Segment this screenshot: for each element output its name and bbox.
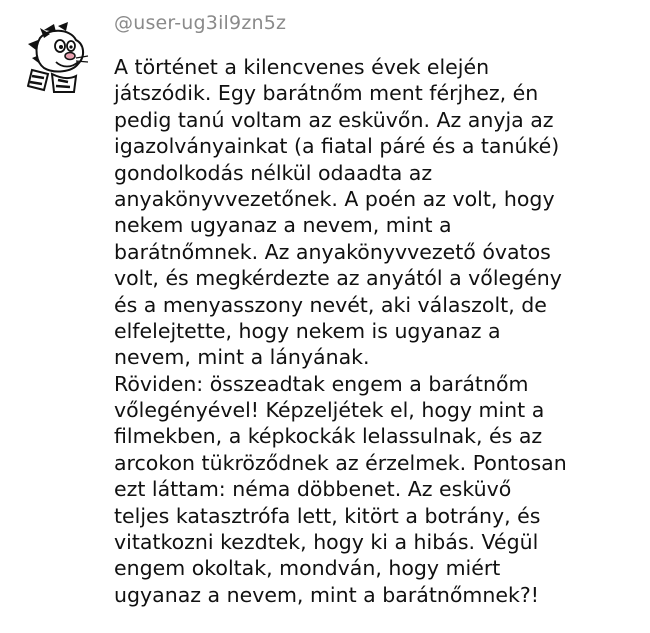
user-avatar[interactable] (14, 14, 98, 98)
comment-line: és a menyasszony nevét, aki válaszolt, de (114, 292, 547, 317)
comment-line: igazolványainkat (a fiatal páré és a tanúké) (114, 134, 560, 159)
comment-line: Röviden: összeadtak engem a barátnőm (114, 371, 529, 396)
comment-line: volt, és megkérdezte az anyától a vőlegény (114, 266, 562, 291)
tigger-cartoon-avatar-icon (14, 14, 98, 98)
comment-line: nekem ugyanaz a nevem, mint a (114, 213, 452, 238)
comment-body (114, 54, 639, 608)
comment-line: A történet a kilencvenes évek elején (114, 55, 490, 79)
comment-line: ugyanaz a nevem, mint a barátnőmnek?! (114, 582, 539, 607)
comment-line: engem okoltak, mondván, hogy miért (114, 556, 501, 581)
comment-line: anyakönyvvezetőnek. A poén az volt, hogy (114, 186, 555, 211)
comment-line: vitatkozni kezdtek, hogy ki a hibás. Végül (114, 530, 539, 555)
comment-line: arcokon tükröződnek az érzelmek. Pontosan (114, 450, 567, 475)
comment-line: ezt láttam: néma döbbenet. Az esküvő (114, 477, 512, 502)
comment-line: nevem, mint a lányának. (114, 345, 370, 370)
comment-line: barátnőmnek. Az anyakönyvvezető óvatos (114, 239, 551, 264)
username[interactable]: @user-ug3il9zn5z (114, 12, 287, 34)
comment-line: elfelejtette, hogy nekem is ugyanaz a (114, 318, 501, 343)
comment-line: pedig tanú voltam az esküvőn. Az anyja az (114, 107, 554, 132)
comment-line: teljes katasztrófa lett, kitört a botrány, és (114, 503, 541, 528)
comment-line: vőlegényével! Képzeljétek el, hogy mint a (114, 398, 545, 423)
comment-line: játszódik. Egy barátnőm ment férjhez, én (114, 81, 539, 106)
comment-line: gondolkodás nélkül odaadta az (114, 160, 433, 185)
comment-line: filmekben, a képkockák lelassulnak, és az (114, 424, 543, 449)
